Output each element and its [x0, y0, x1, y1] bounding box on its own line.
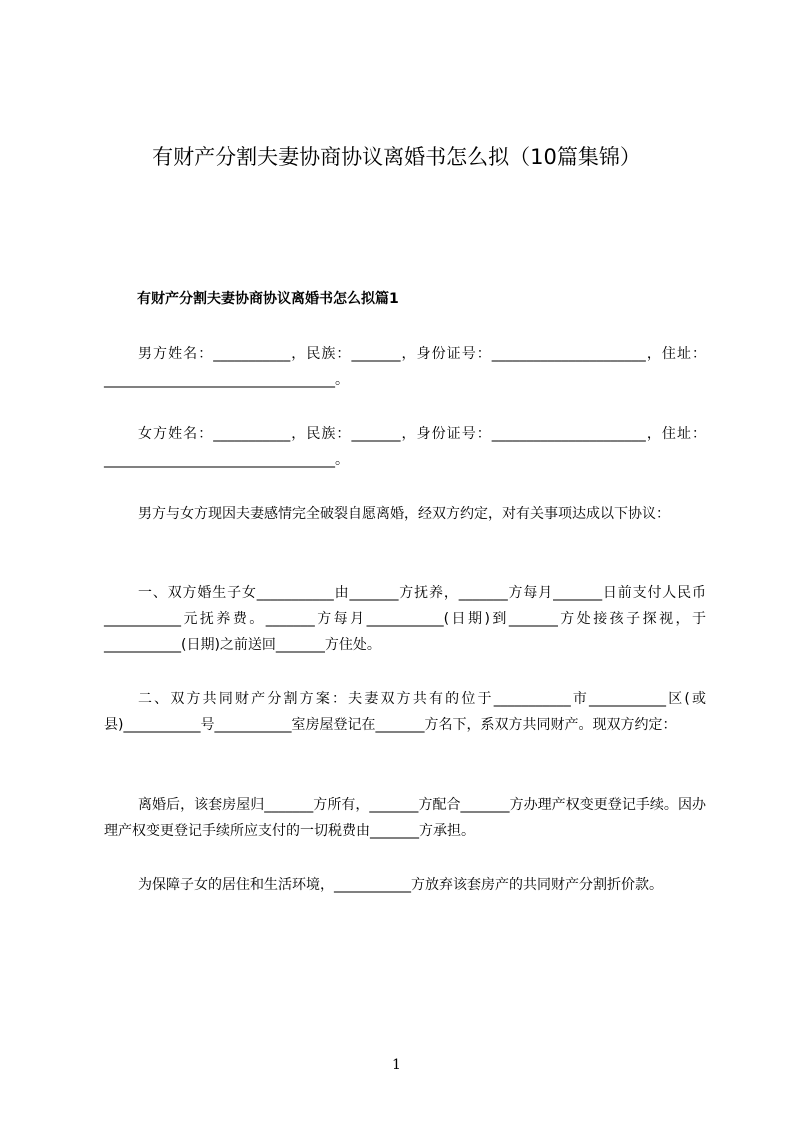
section-heading: 有财产分割夫妻协商协议离婚书怎么拟篇1 [137, 291, 399, 307]
paragraph-male-info: 男方姓名：___________，民族：_______，身份证号：______________________，住址：_________________________________。 [104, 346, 706, 388]
paragraph-intro: 男方与女方现因夫妻感情完全破裂自愿离婚，经双方约定，对有关事项达成以下协议： [138, 506, 670, 522]
paragraph-female-info: 女方姓名：___________，民族：_______，身份证号：______________________，住址：_________________________________。 [104, 426, 706, 468]
paragraph-child-custody: 一、双方婚生子女___________由_______方抚养，_______方每月_______日前支付人民币___________元抚养费。_______方每月___________(日期)到_______方处接孩子探视，于___________(日期)之前送回_______方住处。 [104, 585, 706, 653]
page-number: 1 [392, 1057, 401, 1073]
paragraph-property-division: 二、双方共同财产分割方案：夫妻双方共有的位于___________市___________区(或县)___________号___________室房屋登记在_______方名下，系双方共同财产。现双方约定： [104, 691, 706, 733]
paragraph-waiver: 为保障子女的居住和生活环境，___________方放弃该套房产的共同财产分割折价款。 [138, 877, 663, 893]
document-title: 有财产分割夫妻协商协议离婚书怎么拟（10篇集锦） [152, 145, 641, 169]
paragraph-house-ownership: 离婚后，该套房屋归_______方所有，_______方配合_______方办理产权变更登记手续。因办理产权变更登记手续所应支付的一切税费由_______方承担。 [104, 797, 706, 839]
